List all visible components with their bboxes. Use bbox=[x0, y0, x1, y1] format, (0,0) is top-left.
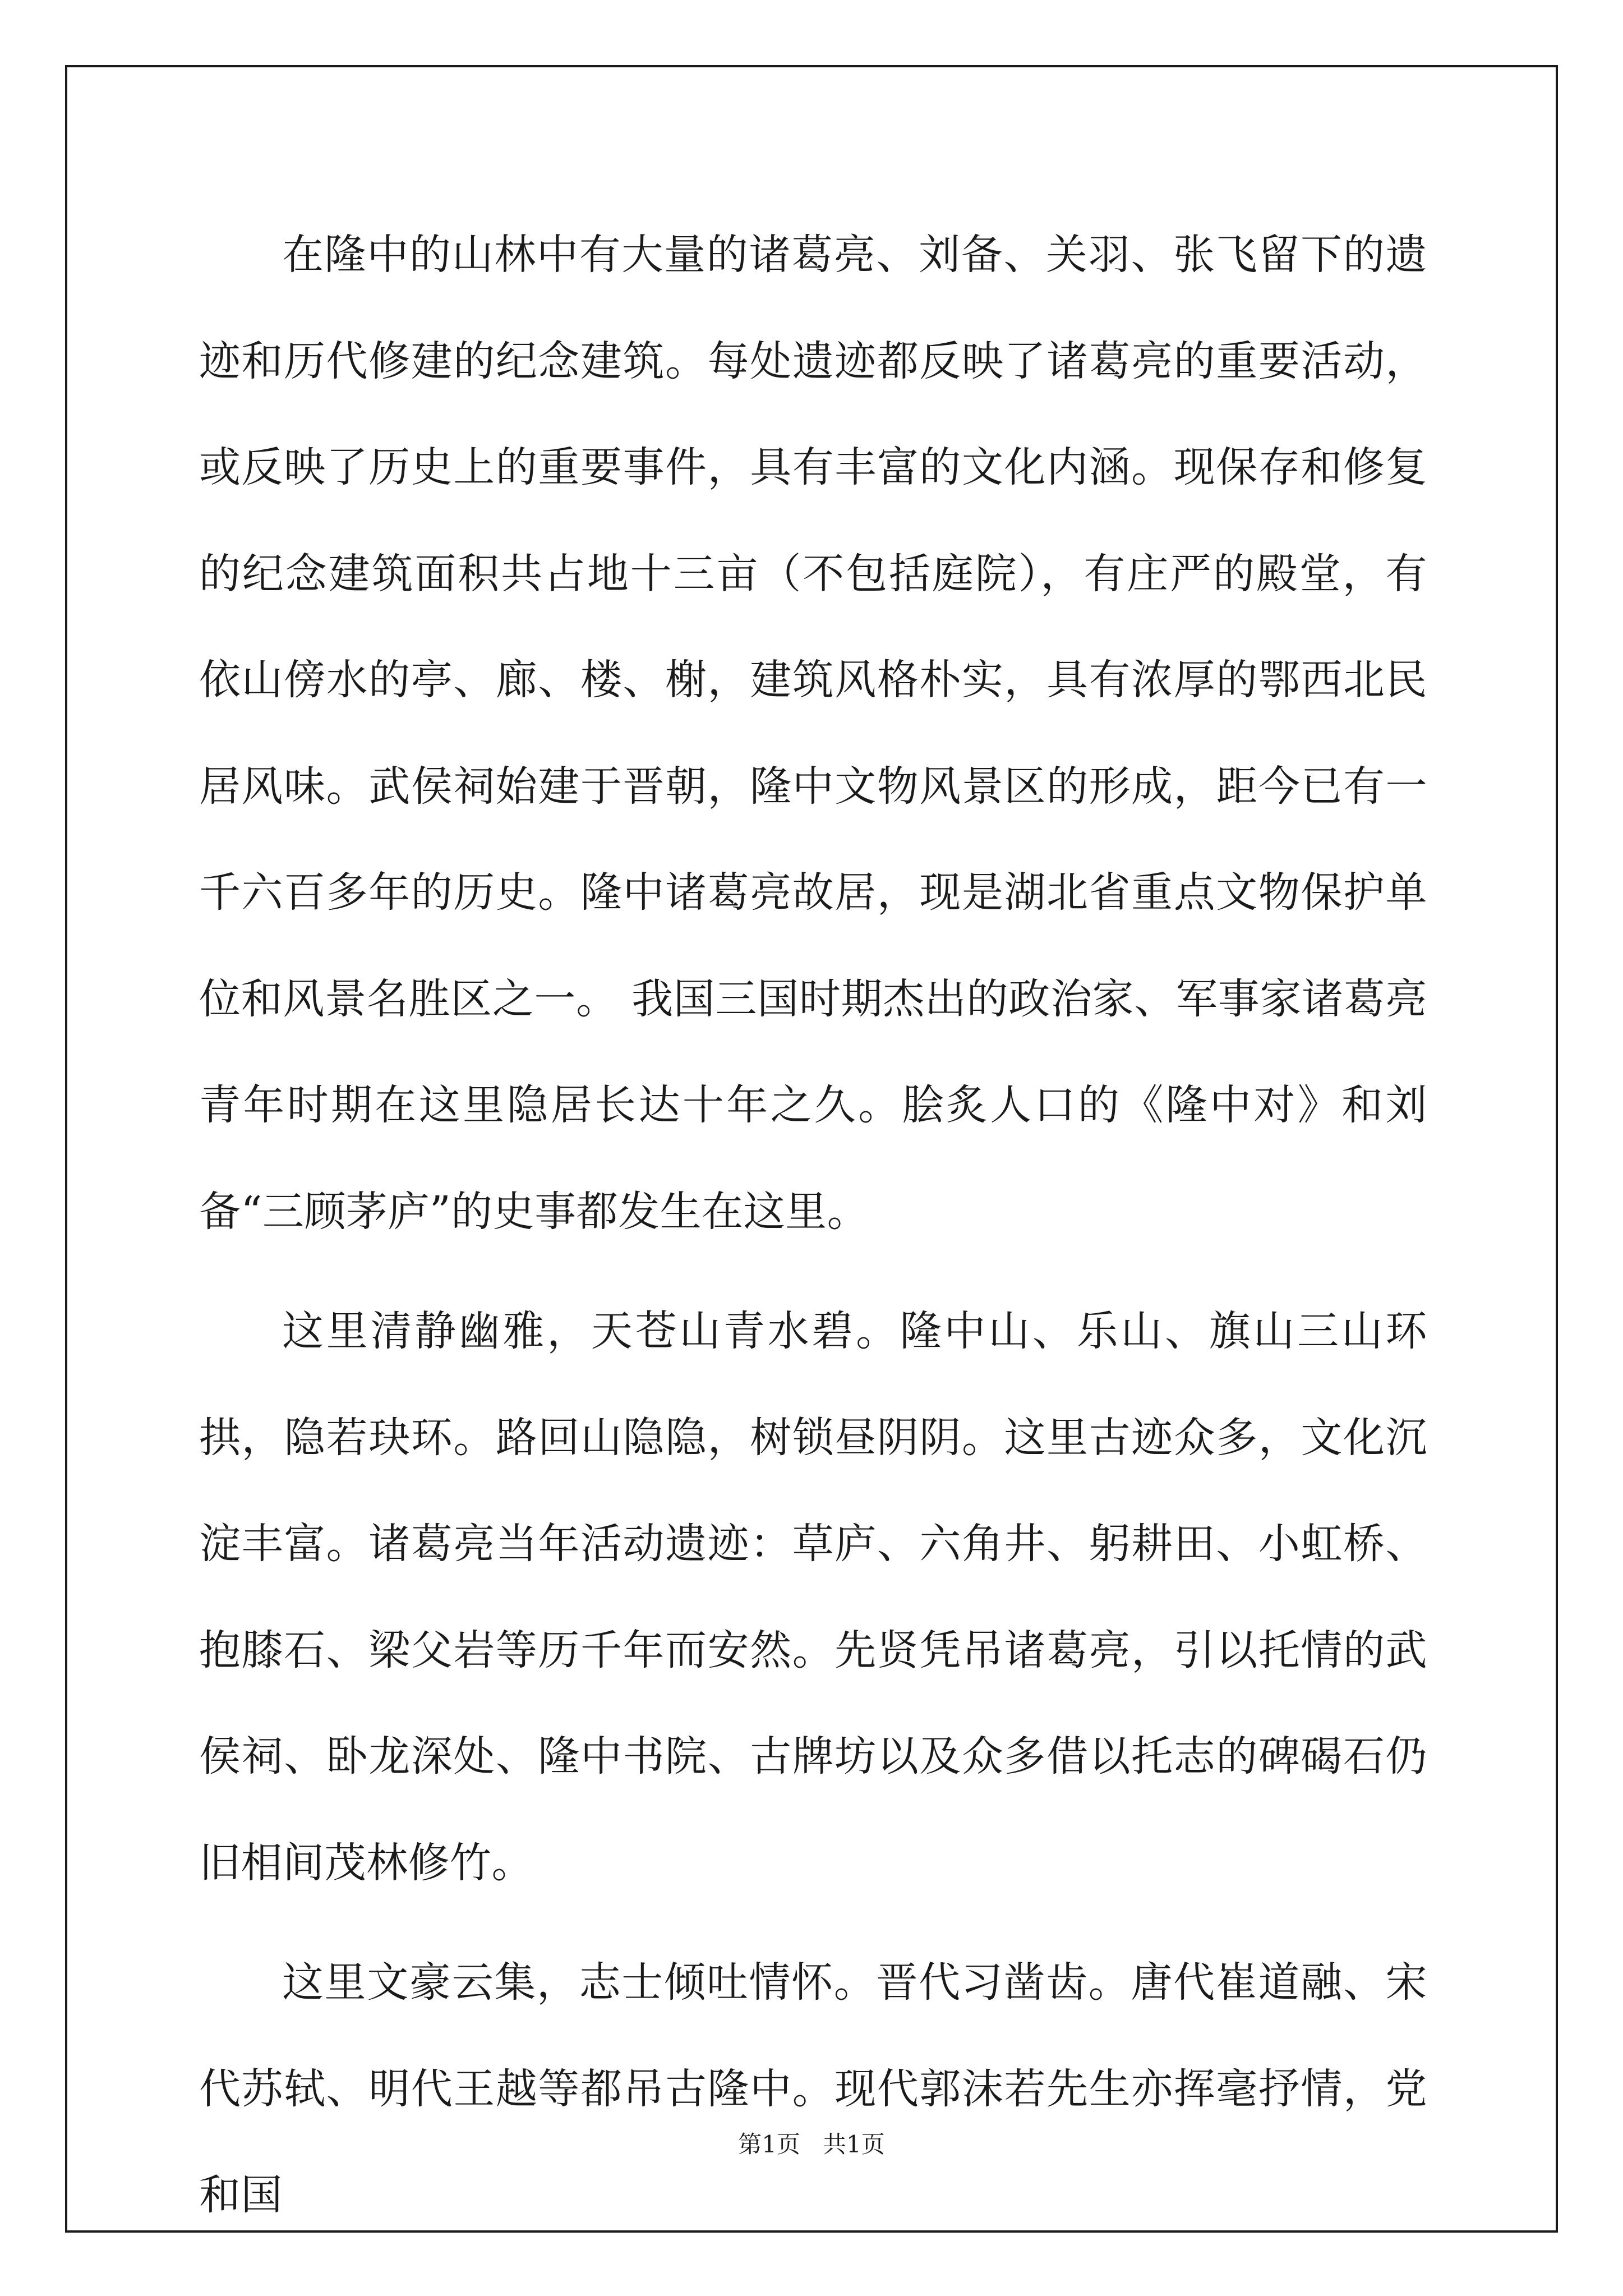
paragraph-3: 这里文豪云集，志士倾吐情怀。晋代习凿齿。唐代崔道融、宋代苏轼、明代王越等都吊古隆中。现代郭沫若先生亦挥毫抒情，党和国 bbox=[199, 1958, 1427, 2219]
paragraph-2: 这里清静幽雅，天苍山青水碧。隆中山、乐山、旗山三山环拱，隐若玦环。路回山隐隐，树锁昼阴阴。这里古迹众多，文化沉淀丰富。诸葛亮当年活动遗迹：草庐、六角井、躬耕田、小虹桥、抱膝石、梁父岩等历千年而安然。先贤凭吊诸葛亮，引以托情的武侯祠、卧龙深处、隆中书院、古牌坊以及众多借以托志的碑碣石仍旧相间茂林修竹。 bbox=[199, 1307, 1427, 1887]
page-number-footer: 第1页 共1页 bbox=[738, 2131, 885, 2158]
paragraph-1: 在隆中的山林中有大量的诸葛亮、刘备、关羽、张飞留下的遗迹和历代修建的纪念建筑。每处遗迹都反映了诸葛亮的重要活动，或反映了历史上的重要事件，具有丰富的文化内涵。现保存和修复的纪念建筑面积共占地十三亩（不包括庭院），有庄严的殿堂，有依山傍水的亭、廊、楼、榭，建筑风格朴实，具有浓厚的鄂西北民居风味。武侯祠始建于晋朝，隆中文物风景区的形成，距今已有一千六百多年的历史。隆中诸葛亮故居，现是湖北省重点文物保护单位和风景名胜区之一。 我国三国时期杰出的政治家、军事家诸葛亮青年时期在这里隐居长达十年之久。脍炙人口的《隆中对》和刘备“三顾茅庐”的史事都发生在这里。 bbox=[199, 231, 1427, 1236]
document-body bbox=[199, 202, 1427, 2262]
